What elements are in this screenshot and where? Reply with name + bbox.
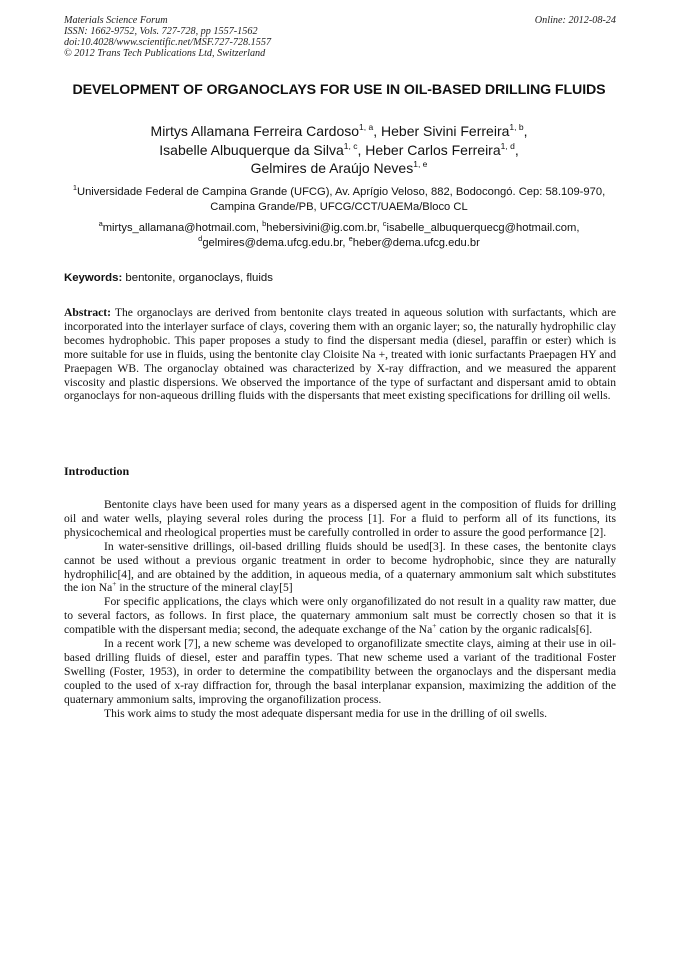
introduction-body <box>64 498 616 721</box>
paragraph: In a recent work [7], a new scheme was developed to organofilizate smectite clays, aiming at their use in oil-based drilling fluids of diesel, ester and paraffin types. That new scheme used a variant of the traditional Foster Swelling (Foster, 1953), in order to determine the compatibility between the organoclays and the dispersant media coupled to the used of x-ray diffraction for, through the basal interplanar expansion, maximizing the addition of the quaternary ammonium salts, improving the organofilization process. <box>64 637 616 706</box>
author-name: Gelmires de Araújo Neves <box>250 160 414 176</box>
email-address[interactable]: hebersivini@ig.com.br <box>266 222 377 234</box>
abstract-text: The organoclays are derived from bentonite clays treated in aqueous solution with surfactants, which are incorporated into the interlayer surface of clays, covering them with an organic layer; so, the naturally hydrophilic clay becomes hydrophobic. This paper proposes a study to find the dispersant media (diesel, paraffin or ester) which is more suitable for use in fluids, using the bentonite clay Cloisite Na +, treated with ionic surfactants Praepagen HY and Praepagen WB. The organoclay obtained was characterized by X-ray diffraction, and we measured the apparent viscosity and plastic dispersions. We observed the importance of the type of surfactant and dispersant amid to obtain organoclays for non-aqueous drilling fluids with the dispersants that meet existing specifications for drilling oil wells. <box>64 306 616 403</box>
doi-line: doi:10.4028/www.scientific.net/MSF.727-728.1557 <box>64 37 272 48</box>
keywords-text: bentonite, organoclays, fluids <box>122 272 273 284</box>
issn-line: ISSN: 1662-9752, Vols. 727-728, pp 1557-1562 <box>64 26 258 37</box>
email-address[interactable]: heber@dema.ufcg.edu.br <box>352 237 480 249</box>
section-heading-introduction: Introduction <box>64 464 130 478</box>
author-name: Mirtys Allamana Ferreira Cardoso <box>150 123 360 139</box>
keywords-label: Keywords: <box>64 272 123 284</box>
affiliation-text: Universidade Federal de Campina Grande (UFCG), Av. Aprígio Veloso, 882, Bodocongó. Cep: 58.109-970, Campina Grande/PB, UFCG/CCT/UAEMa/Bloco CL <box>76 186 606 213</box>
copyright-line: © 2012 Trans Tech Publications Ltd, Switzerland <box>64 48 266 59</box>
author-list: Mirtys Allamana Ferreira Cardoso$^{1, a}$, Heber Sivini Ferreira$^{1, b}$, Isabelle Albuquerque da Silva$^{1, c}$, Heber Carlos Ferreira$^{1, d}$, Gelmires de Araújo Neves$^{1, e}$ <box>150 122 528 176</box>
author-superscript: 1, d <box>500 140 515 151</box>
email-list: $^a$mirtys_allamana@hotmail.com, $^b$hebersivini@ig.com.br, $^c$isabelle_albuquerquecg@hotmail.com, $^d$gelmires@dema.ufcg.edu.br, $^e$heber@dema.ufcg.edu.br <box>98 219 580 249</box>
author-superscript: 1, a <box>359 122 374 132</box>
affiliation-superscript: 1 <box>72 183 77 192</box>
affiliation <box>60 185 618 214</box>
author-name: Isabelle Albuquerque da Silva <box>159 141 344 158</box>
author-name: Heber Carlos Ferreira <box>365 141 501 158</box>
journal-header <box>64 15 616 59</box>
online-date: Online: 2012-08-24 <box>534 15 616 26</box>
email-address[interactable]: gelmires@dema.ufcg.edu.br <box>202 237 343 249</box>
author-superscript: 1, e <box>413 159 428 169</box>
keywords <box>64 271 616 285</box>
paragraph: This work aims to study the most adequate dispersant media for use in the drilling of oil swells. <box>104 706 548 720</box>
journal-name: Materials Science Forum <box>64 15 168 26</box>
paragraph: For specific applications, the clays which were only organofilizated do not result in a quality raw matter, due to several factors, as follows. In first place, the quaternary ammonium salt must be correctly chosen so that it is compatible with the dispersant media; second, the adequate exchange of the Na+ cation by the organic radicals[6]. <box>64 595 616 637</box>
author-name: Heber Sivini Ferreira <box>381 123 510 139</box>
paper-title: DEVELOPMENT OF ORGANOCLAYS FOR USE IN OIL-BASED DRILLING FLUIDS <box>72 82 606 98</box>
email-address[interactable]: mirtys_allamana@hotmail.com <box>102 222 256 234</box>
paragraph: In water-sensitive drillings, oil-based drilling fluids should be used[3]. In these cases, the bentonite clays cannot be used without a previous organic treatment in order to become hydrophobic, since they are naturally hydrophilic[4], and are obtained by the addition, in aqueous media, of a quaternary ammonium salt which substitutes the ion Na+ in the structure of the mineral clay[5] <box>64 539 616 595</box>
author-superscript: 1, c <box>343 140 358 151</box>
author-superscript: 1, b <box>509 122 524 132</box>
email-address[interactable]: isabelle_albuquerquecg@hotmail.com <box>386 222 577 234</box>
abstract <box>64 306 616 403</box>
abstract-label: Abstract: <box>64 306 112 319</box>
paragraph: Bentonite clays have been used for many years as a dispersed agent in the composition of fluids for drilling oil and water wells, playing several roles during the process [1]. For a fluid to perform all of its functions, its physicochemical and rheological properties must be carefully controlled in order to assure the good performance [2]. <box>64 498 616 539</box>
